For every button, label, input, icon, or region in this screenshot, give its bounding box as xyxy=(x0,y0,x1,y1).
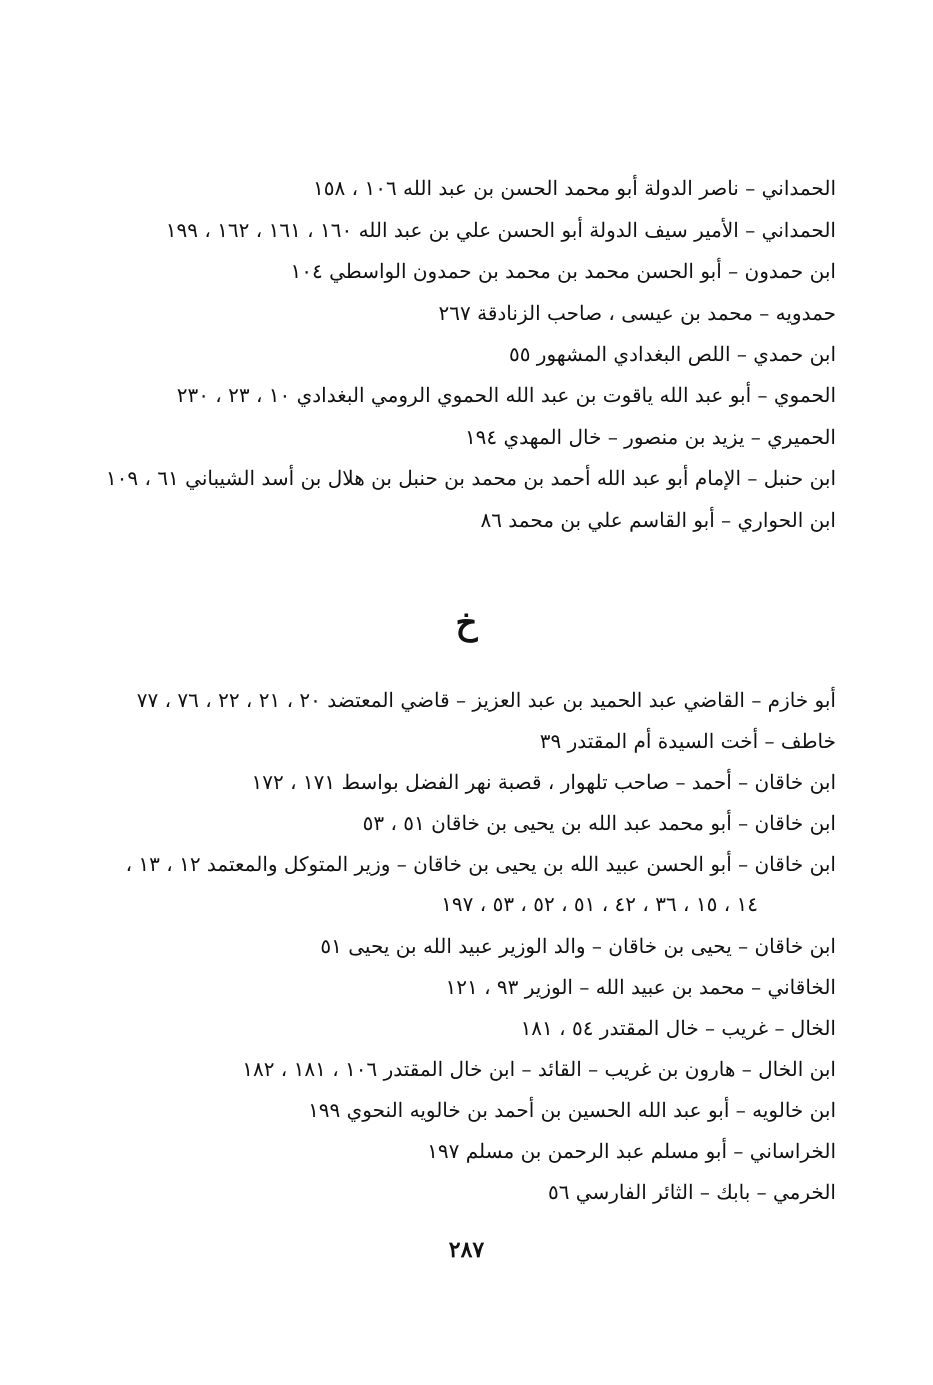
index-entry-khaqani: الخاقاني – محمد بن عبيد الله – الوزير ٩٣ ، ١٢١ xyxy=(445,975,836,999)
index-entry-hamdani-sayf: الحمداني – الأمير سيف الدولة أبو الحسن علي بن عبد الله ١٦٠ ، ١٦١ ، ١٦٢ ، ١٩٩ xyxy=(165,218,836,242)
index-entry-ibn-hanbal: ابن حنبل – الإمام أبو عبد الله أحمد بن محمد بن حنبل بن هلال بن أسد الشيباني ٦١ ، ١٠٩ xyxy=(105,466,836,490)
index-entry-ibn-khalawayh: ابن خالويه – أبو عبد الله الحسين بن أحمد بن خالويه النحوي ١٩٩ xyxy=(308,1098,836,1122)
index-entry-ibn-khaqan-ahmad: ابن خاقان – أحمد – صاحب تلهوار ، قصبة نهر الفضل بواسط ١٧١ ، ١٧٢ xyxy=(251,770,836,794)
index-entry-khurasani: الخراساني – أبو مسلم عبد الرحمن بن مسلم ١٩٧ xyxy=(427,1139,836,1163)
index-entry-khatif: خاطف – أخت السيدة أم المقتدر ٣٩ xyxy=(539,729,836,753)
index-entry-ibn-hamdun: ابن حمدون – أبو الحسن محمد بن محمد بن حمدون الواسطي ١٠٤ xyxy=(290,259,836,283)
section-heading-kha: خ xyxy=(455,603,478,643)
index-entry-ibn-hawari: ابن الحواري – أبو القاسم علي بن محمد ٨٦ xyxy=(480,508,836,532)
index-entry-hamawi: الحموي – أبو عبد الله ياقوت بن عبد الله الحموي الرومي البغدادي ١٠ ، ٢٣ ، ٢٣٠ xyxy=(176,383,836,407)
index-entry-ibn-hamdi: ابن حمدي – اللص البغدادي المشهور ٥٥ xyxy=(508,342,836,366)
page-number: ٢٨٧ xyxy=(448,1237,485,1263)
index-entry-ibn-khaqan-abdallah: ابن خاقان – أبو محمد عبد الله بن يحيى بن خاقان ٥١ ، ٥٣ xyxy=(362,811,836,835)
index-entry-khurrami: الخرمي – بابك – الثائر الفارسي ٥٦ xyxy=(547,1180,836,1204)
index-entry-abu-khazim: أبو خازم – القاضي عبد الحميد بن عبد العزيز – قاضي المعتضد ٢٠ ، ٢١ ، ٢٢ ، ٧٦ ، ٧٧ xyxy=(136,688,836,712)
index-entry-himyari: الحميري – يزيد بن منصور – خال المهدي ١٩٤ xyxy=(464,425,836,449)
index-entry-hamdani-nasir: الحمداني – ناصر الدولة أبو محمد الحسن بن عبد الله ١٠٦ ، ١٥٨ xyxy=(313,176,836,200)
index-entry-ibn-khaqan-ubaydallah-continued: ١٤ ، ١٥ ، ٣٦ ، ٤٢ ، ٥١ ، ٥٢ ، ٥٣ ، ١٩٧ xyxy=(441,892,758,916)
index-entry-ibn-khaqan-ubaydallah: ابن خاقان – أبو الحسن عبيد الله بن يحيى بن خاقان – وزير المتوكل والمعتمد ١٢ ، ١٣ ، xyxy=(125,852,836,876)
index-entry-hamduyah: حمدويه – محمد بن عيسى ، صاحب الزنادقة ٢٦٧ xyxy=(438,301,836,325)
index-entry-ibn-al-khal: ابن الخال – هارون بن غريب – القائد – ابن خال المقتدر ١٠٦ ، ١٨١ ، ١٨٢ xyxy=(242,1057,836,1081)
index-entry-al-khal: الخال – غريب – خال المقتدر ٥٤ ، ١٨١ xyxy=(520,1016,836,1040)
index-entry-ibn-khaqan-yahya: ابن خاقان – يحيى بن خاقان – والد الوزير عبيد الله بن يحيى ٥١ xyxy=(320,934,836,958)
